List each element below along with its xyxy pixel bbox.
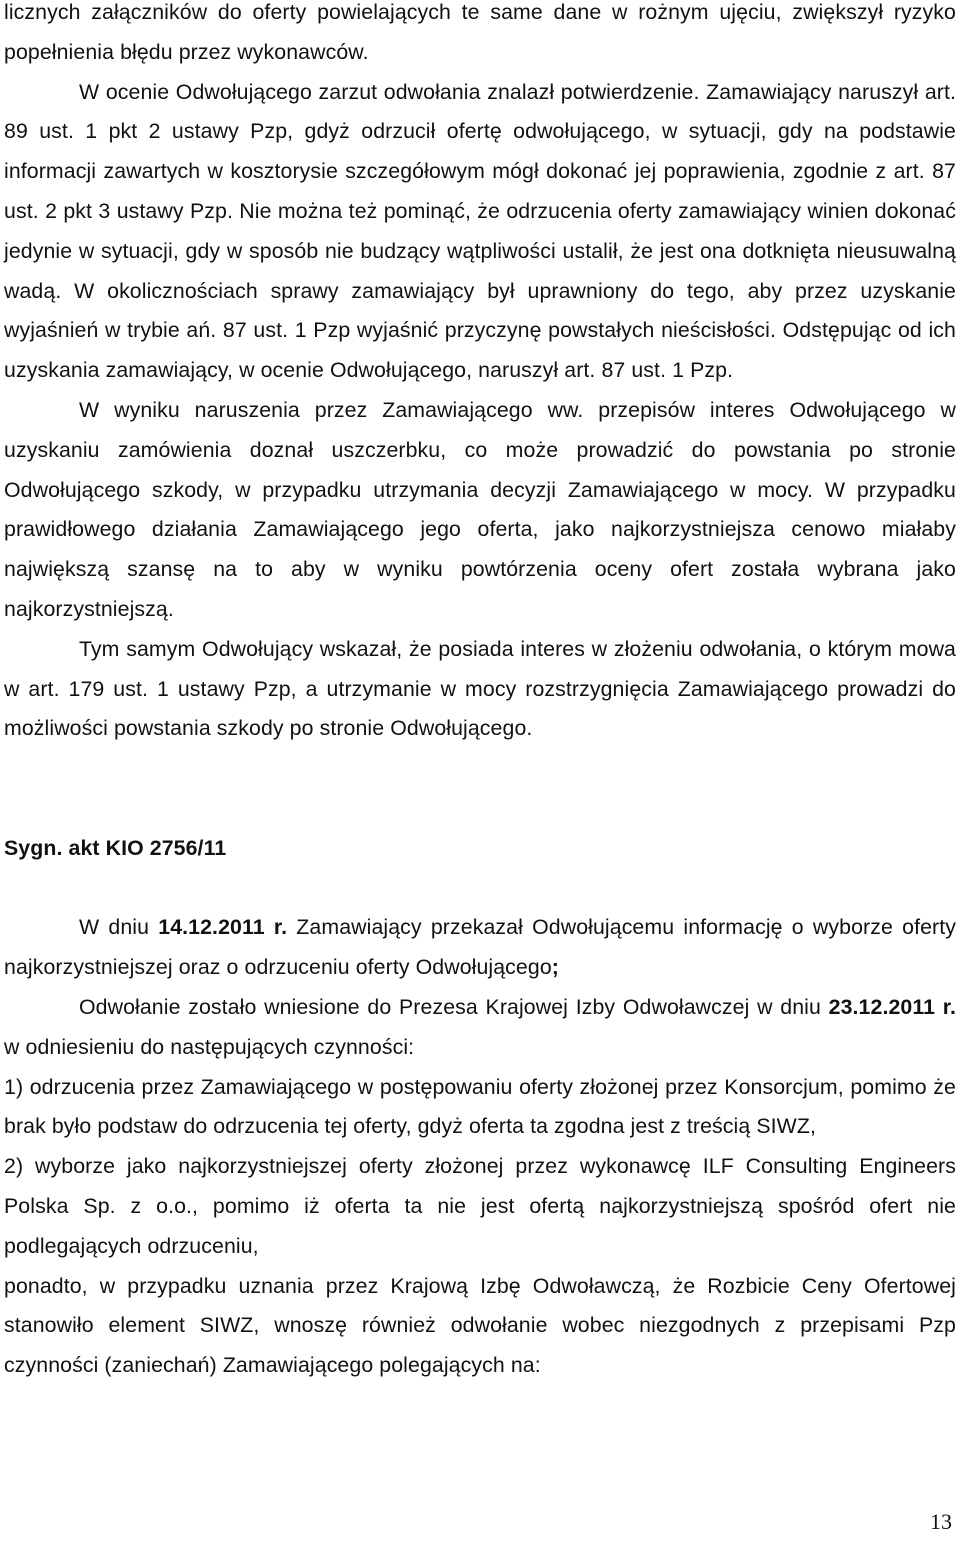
paragraph-interest-summary: Tym samym Odwołujący wskazał, że posiada interes w złożeniu odwołania, o którym mowa w art. 179 ust. 1 ustawy Pzp, a utrzymanie w mocy rozstrzygnięcia Zamawiającego prowadzi do możliwości powstania szkody po stronie Odwołującego.	[4, 636, 956, 741]
notification-date-prefix: W dniu	[79, 915, 159, 940]
paragraph-continuation: licznych załączników do oferty powielających te same dane w rożnym ujęciu, zwiększył ryzyko popełnienia błędu przez wykonawców.	[4, 0, 956, 64]
appeal-date: 23.12.2011 r.	[828, 994, 956, 1019]
paragraph-notification-date	[4, 908, 956, 988]
paragraph-appeal-date	[4, 988, 956, 1068]
list-item-selection: 2) wyborze jako najkorzystniejszej oferty złożonej przez wykonawcę ILF Consulting Engineers Polska Sp. z o.o., pomimo iż oferta ta nie jest ofertą najkorzystniejszą spośród ofert nie podlegających odrzuceniu,	[4, 1154, 956, 1258]
appeal-date-text: w odniesieniu do następujących czynności:	[4, 1034, 415, 1059]
notification-date-text: Zamawiający przekazał Odwołującemu informację o wyborze oferty najkorzystniejszej oraz o odrzuceniu oferty Odwołującego	[4, 915, 956, 980]
case-number: Sygn. akt KIO 2756/11	[4, 835, 227, 860]
appeal-date-prefix: Odwołanie zostało wniesione do Prezesa Krajowej Izby Odwoławczej w dniu	[79, 994, 829, 1019]
page-number: 13	[930, 1509, 952, 1534]
paragraph-odwolujacy-assessment: W ocenie Odwołującego zarzut odwołania znalazł potwierdzenie. Zamawiający naruszył art. 89 ust. 1 pkt 2 ustawy Pzp, gdyż odrzucił ofertę odwołującego, w sytuacji, gdy na podstawie informacji zawartych w kosztorysie szczegółowym mógł dokonać jej poprawienia, zgodnie z art. 87 ust. 2 pkt 3 ustawy Pzp. Nie można też pominąć, że odrzucenia oferty zamawiający winien dokonać jedynie w sytuacji, gdy w sposób nie budzący wątpliwości ustalił, że jest ona dotknięta nieusuwalną wadą. W okolicznościach sprawy zamawiający był uprawniony do tego, aby przez uzyskanie wyjaśnień w trybie ań. 87 ust. 1 Pzp wyjaśnić przyczynę powstałych nieścisłości. Odstępując od ich uzyskania zamawiający, w ocenie Odwołującego, naruszył art. 87 ust. 1 Pzp.	[4, 79, 956, 383]
notification-semicolon: ;	[551, 955, 559, 980]
notification-date: 14.12.2011 r.	[158, 915, 288, 940]
paragraph-additional-appeal: ponadto, w przypadku uznania przez Krajową Izbę Odwoławczą, że Rozbicie Ceny Ofertowej stanowiło element SIWZ, wnoszę również odwołanie wobec niezgodnych z przepisami Pzp czynności (zaniechań) Zamawiającego polegających na:	[4, 1273, 956, 1378]
document-body	[4, 0, 956, 1386]
list-item-rejection: 1) odrzucenia przez Zamawiającego w postępowaniu oferty złożonej przez Konsorcjum, pomimo że brak było podstaw do odrzucenia tej oferty, gdyż oferta ta zgodna jest z treścią SIWZ,	[4, 1074, 956, 1139]
paragraph-interest-damage: W wyniku naruszenia przez Zamawiającego ww. przepisów interes Odwołującego w uzyskaniu zamówienia doznał uszczerbku, co może prowadzić do powstania po stronie Odwołującego szkody, w przypadku utrzymania decyzji Zamawiającego w mocy. W przypadku prawidłowego działania Zamawiającego jego oferta, jako najkorzystniejsza cenowo miałaby największą szansę na to aby w wyniku powtórzenia oceny ofert została wybrana jako najkorzystniejszą.	[4, 397, 956, 621]
